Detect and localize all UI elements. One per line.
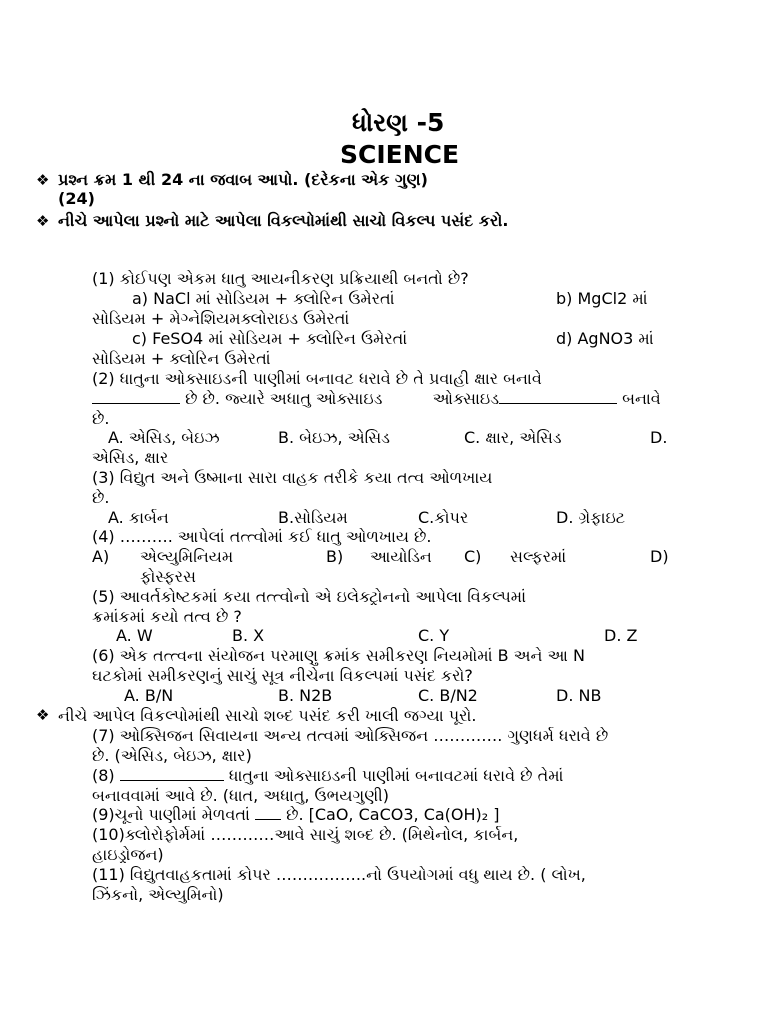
- q4-option-d-text: ફોસ્ફરસ: [140, 567, 197, 586]
- question-11: (11) વિદ્યુતવાહકતામાં કોપર ……………..નો ઉપયોગમાં વધુ થાય છે. ( લોખ,: [92, 865, 586, 884]
- q4-option-d: D): [650, 547, 669, 566]
- q2-option-d: D.: [650, 428, 668, 447]
- q1-option-a: a) NaCl માં સોડિયમ + ક્લોરિન ઉમેરતાં: [132, 289, 395, 308]
- question-7: (7) ઓક્સિજન સિવાયના અન્ય તત્વમાં ઓક્સિજન …………. ગુણધર્મ ધરાવે છે: [92, 726, 609, 745]
- q6-option-a: A. B/N: [124, 686, 174, 705]
- q3-option-c: C.કોપર: [418, 508, 469, 527]
- q5-option-c: C. Y: [418, 626, 450, 645]
- question-8-line-2: બનાવવામાં આવે છે. (ધાત, અધાતુ, ઉભયગુણી): [92, 786, 389, 805]
- q1-option-c: c) FeSO4 માં સોડિયમ + ક્લોરિન ઉમેરતાં: [132, 329, 408, 348]
- question-9: (9)ચૂનો પાણીમાં મેળવતાં છે. [CaO, CaCO3, Ca(OH)₂ ]: [92, 805, 500, 824]
- fill-blank: [499, 389, 617, 404]
- diamond-bullet-icon: ❖: [36, 212, 50, 230]
- question-5-line-2: ક્રમાંકમાં કયો તત્વ છે ?: [92, 607, 242, 626]
- q3-option-b: B.સોડિયમ: [278, 508, 348, 527]
- q4-option-b: B): [326, 547, 344, 566]
- instruction-2: નીચે આપેલા પ્રશ્નો માટે આપેલા વિકલ્પોમાંથી સાચો વિકલ્પ પસંદ કરો.: [58, 211, 509, 230]
- diamond-bullet-icon: ❖: [36, 706, 50, 724]
- subject-title: SCIENCE: [340, 140, 460, 169]
- question-10-line-2: હાઇડ્રોજન): [92, 845, 164, 864]
- q2-option-c: C. ક્ષાર, એસિડ: [464, 428, 562, 447]
- diamond-bullet-icon: ❖: [36, 171, 50, 189]
- question-10: (10)ક્લોરોફોર્મમાં …………આવે સાચું શબ્દ છે. (મિથેનોલ, કાર્બન,: [92, 825, 519, 844]
- question-7-line-2: છે. (એસિડ, બેઇઝ, ક્ષાર): [92, 746, 252, 765]
- q2-option-d-cont: એસિડ, ક્ષાર: [92, 448, 169, 467]
- section-2-instruction: નીચે આપેલ વિકલ્પોમાંથી સાચો શબ્દ પસંદ કરી ખાલી જગ્યા પૂરો.: [58, 706, 477, 725]
- q4-option-a: A): [92, 547, 110, 566]
- q6-option-d: D. NB: [556, 686, 602, 705]
- q4-option-b-text: આયોડિન: [370, 547, 432, 566]
- instruction-1: પ્રશ્ન ક્રમ 1 થી 24 ના જવાબ આપો. (દરેકના એક ગુણ): [58, 170, 428, 189]
- q4-option-c-text: સલ્ફરમાં: [510, 547, 567, 566]
- q1-option-d: d) AgNO3 માં: [556, 329, 654, 348]
- q1-option-b: b) MgCl2 માં: [556, 289, 648, 308]
- q4-option-c: C): [464, 547, 482, 566]
- question-6: (6) એક તત્ત્વના સંયોજન પરમાણુ ક્રમાંક સમીકરણ નિયમોમાં B અને આ N: [92, 646, 585, 665]
- q6-option-b: B. N2B: [278, 686, 333, 705]
- q2-option-b: B. બેઇઝ, એસિડ: [278, 428, 390, 447]
- question-1: (1) કોઈપણ એકમ ધાતુ આયનીકરણ પ્રક્રિયાથી બનતો છે?: [92, 269, 469, 288]
- question-2: (2) ધાતુના ઓક્સાઇડની પાણીમાં બનાવટ ધરાવે છે તે પ્રવાહી ક્ષાર બનાવે: [92, 369, 542, 388]
- page-title: ધોરણ -5: [352, 108, 445, 137]
- q5-option-b: B. X: [232, 626, 265, 645]
- fill-blank: [92, 389, 180, 404]
- q3-option-a: A. કાર્બન: [108, 508, 169, 527]
- q2-option-a: A. એસિડ, બેઇઝ: [108, 428, 220, 447]
- q3-option-d: D. ગ્રેફાઇટ: [556, 508, 626, 527]
- question-2-line-2: છે છે. જ્યારે અધાતુ ઓક્સાઇડ ઓક્સાઇડ બનાવે: [92, 389, 661, 409]
- fill-blank: [255, 805, 281, 820]
- question-11-line-2: ઝિંકનો, એલ્યુમિનો): [92, 885, 224, 904]
- q4-option-a-text: એલ્યુમિનિયમ: [140, 547, 234, 566]
- question-6-line-2: ઘટકોમાં સમીકરણનું સાચું સૂત્ર નીચેના વિકલ્પમાં પસંદ કરો?: [92, 666, 473, 685]
- question-3: (3) વિદ્યુત અને ઉષ્માના સારા વાહક તરીકે કયા તત્વ ઓળખાય: [92, 468, 493, 487]
- question-5: (5) આવર્તકોષ્ટકમાં કયા તત્ત્વોનો એ ઇલેક્ટ્રોનનો આપેલા વિકલ્પમાં: [92, 587, 526, 606]
- q1-option-d-cont: સોડિયમ + ક્લોરિન ઉમેરતાં: [92, 349, 271, 368]
- question-8: (8) ધાતુના ઓક્સાઇડની પાણીમાં બનાવટમાં ધરાવે છે તેમાં: [92, 766, 564, 785]
- question-2-line-3: છે.: [92, 409, 110, 428]
- q6-option-c: C. B/N2: [418, 686, 478, 705]
- q1-option-b-cont: સોડિયમ + મેગ્નેશિયમક્લોરાઇડ ઉમેરતાં: [92, 309, 350, 328]
- question-4: (4) ………. આપેલાં તત્ત્વોમાં કઈ ધાતુ ઓળખાય છે.: [92, 527, 432, 546]
- question-3-line-2: છે.: [92, 488, 110, 507]
- q5-option-a: A. W: [116, 626, 153, 645]
- fill-blank: [120, 766, 224, 781]
- instruction-1-marks: (24): [58, 189, 95, 208]
- q5-option-d: D. Z: [604, 626, 638, 645]
